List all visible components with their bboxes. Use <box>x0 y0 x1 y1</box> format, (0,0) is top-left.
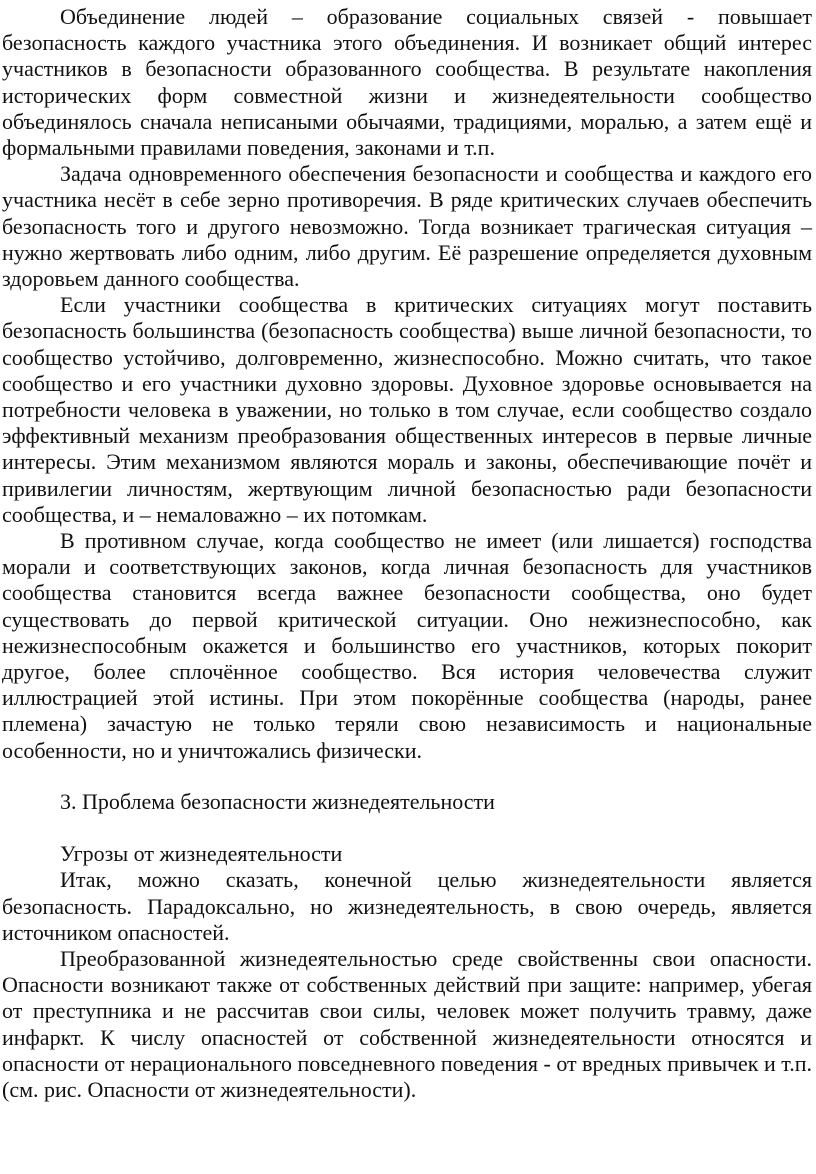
paragraph-1: Объединение людей – образование социальных связей - повышает безопасность каждого участника этого объединения. И возникает общий интерес участников в безопасности образованного сообщества. В результате накопления исторических форм совместной жизни и жизнедеятельности сообщество объединялось сначала неписаными обычаями, традициями, моралью, а затем ещё и формальными правилами поведения, законами и т.п. <box>2 4 812 161</box>
paragraph-4: В противном случае, когда сообщество не имеет (или лишается) господства морали и соответствующих законов, когда личная безопасность для участников сообщества становится всегда важнее безопасности сообщества, оно будет существовать до первой критической ситуации. Оно нежизнеспособно, как нежизнеспособным окажется и большинство его участников, которых покорит другое, более сплочённое сообщество. Вся история человечества служит иллюстрацией этой истины. При этом покорённые сообщества (народы, ранее племена) зачастую не только теряли свою независимость и национальные особенности, но и уничтожались физически. <box>2 528 812 763</box>
paragraph-5: Итак, можно сказать, конечной целью жизнедеятельности является безопасность. Парадоксально, но жизнедеятельность, в свою очередь, является источником опасностей. <box>2 867 812 945</box>
paragraph-2: Задача одновременного обеспечения безопасности и сообщества и каждого его участника несёт в себе зерно противоречия. В ряде критических случаев обеспечить безопасность того и другого невозможно. Тогда возникает трагическая ситуация – нужно жертвовать либо одним, либо другим. Её разрешение определяется духовным здоровьем данного сообщества. <box>2 161 812 292</box>
subsection-heading: Угрозы от жизнедеятельности <box>60 841 343 867</box>
paragraph-6: Преобразованной жизнедеятельностью среде свойственны свои опасности. Опасности возникают также от собственных действий при защите: например, убегая от преступника и не рассчитав свои силы, человек может получить травму, даже инфаркт. К числу опасностей от собственной жизнедеятельности относятся и опасности от нерационального повседневного поведения - от вредных привычек и т.п. (см. рис. Опасности от жизнедеятельности). <box>2 945 812 1102</box>
section-heading: 3. Проблема безопасности жизнедеятельности <box>60 788 495 814</box>
paragraph-3: Если участники сообщества в критических ситуациях могут поставить безопасность большинства (безопасность сообщества) выше личной безопасности, то сообщество устойчиво, долговременно, жизнеспособно. Можно считать, что такое сообщество и его участники духовно здоровы. Духовное здоровье основывается на потребности человека в уважении, но только в том случае, если сообщество создало эффективный механизм преобразования общественных интересов в первые личные интересы. Этим механизмом являются мораль и законы, обеспечивающие почёт и привилегии личностям, жертвующим личной безопасностью ради безопасности сообщества, и – немаловажно – их потомкам. <box>2 292 812 527</box>
